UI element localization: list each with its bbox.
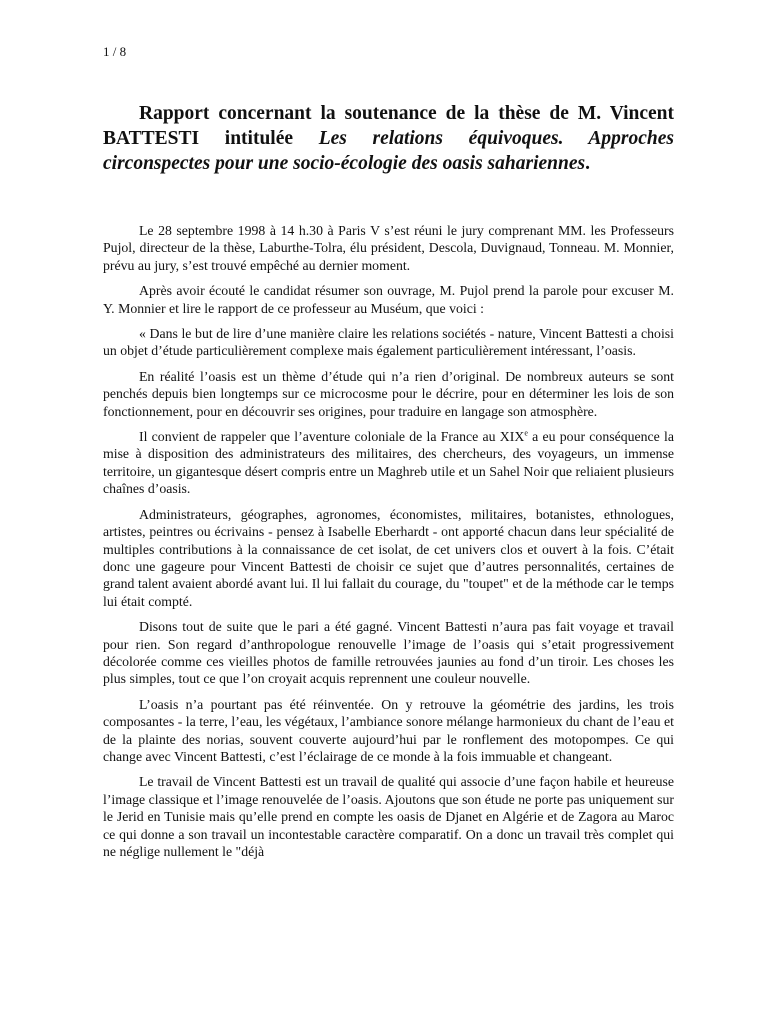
colonial-text-after: a eu pour conséquence la mise à disposition des administrateurs des militaires, des chercheurs, des voyageurs, un immense territoire, un gigantesque désert compris entre un Maghreb utile et un Sahel Noir que reliaient plusieurs chaînes d’oasis. bbox=[103, 429, 674, 497]
report-body bbox=[103, 222, 674, 868]
century-superscript: e bbox=[524, 428, 528, 438]
title-end: . bbox=[585, 153, 590, 174]
paragraph-colonial bbox=[103, 428, 674, 498]
paragraph-wager: Disons tout de suite que le pari a été gagné. Vincent Battesti n’aura pas fait voyage et travail pour rien. Son regard d’anthropologue renouvelle l’image de l’oasis qui s’etait progressivement décolorée comme ces vieilles photos de famille retrouvées jaunies au fond d’un tiroir. Les choses les plus simples, tout ce que l’on croyait acquis reprennent une couleur nouvelle. bbox=[103, 619, 674, 687]
title-lead: Rapport concernant la soutenance de la thèse de M. Vincent BATTESTI intitulée bbox=[103, 103, 674, 149]
paragraph-oasis-theme: En réalité l’oasis est un thème d’étude qui n’a rien d’original. De nombreux auteurs se sont penchés depuis bien longtemps sur ce microcosme pour le décrire, pour en déterminer les lois de son fonctionnement, pour en découvrir ses origines, pour traduire en langage son atmosphère. bbox=[103, 368, 674, 419]
colonial-text-before: Il convient de rappeler que l’aventure coloniale de la France au XIX bbox=[139, 429, 525, 445]
paragraph-excuse: Après avoir écouté le candidat résumer son ouvrage, M. Pujol prend la parole pour excuser M. Y. Monnier et lire le rapport de ce professeur au Muséum, que voici : bbox=[103, 283, 674, 316]
report-title bbox=[103, 101, 674, 176]
thesis-title: Les relations équivoques. Approches circonspectes pour une socio-écologie des oasis sahariennes bbox=[103, 128, 674, 174]
paragraph-quote-opening: « Dans le but de lire d’une manière claire les relations sociétés - nature, Vincent Battesti a choisi un objet d’étude particulièrement complexe mais également particulièrement intéressant, l’oasis. bbox=[103, 326, 674, 359]
paragraph-geometry: L’oasis n’a pourtant pas été réinventée. On y retrouve la géométrie des jardins, les trois composantes - la terre, l’eau, les végétaux, l’ambiance sonore mélange harmonieux du chant de l’eau et de la plainte des norias, souvent couverte aujourd’hui par le ronflement des motopompes. Ce qui change avec Vincent Battesti, c’est l’éclairage de ce monde à la fois immuable et changeant. bbox=[103, 696, 674, 764]
page-number: 1 / 8 bbox=[103, 44, 127, 59]
paragraph-jury: Le 28 septembre 1998 à 14 h.30 à Paris V s’est réuni le jury comprenant MM. les Professeurs Pujol, directeur de la thèse, Laburthe-Tolra, élu président, Descola, Duvignaud, Tonneau. M. Monnier, prévu au jury, s’est trouvé empêché au dernier moment. bbox=[103, 223, 674, 273]
paragraph-quality: Le travail de Vincent Battesti est un travail de qualité qui associe d’une façon habile et heureuse l’image classique et l’image renouvelée de l’oasis. Ajoutons que son étude ne porte pas uniquement sur le Jerid en Tunisie mais qu’elle prend en compte les oasis de Djanet en Algérie et de Zagora au Maroc ce qui donne a son travail un incontestable caractère comparatif. On a donc un travail très complet qui ne néglige nullement le "déjà bbox=[103, 774, 674, 859]
paragraph-contributors: Administrateurs, géographes, agronomes, économistes, militaires, botanistes, ethnologues, artistes, peintres ou écrivains - pensez à Isabelle Eberhardt - ont apporté chacun dans leur spécialité de multiples contributions à la connaissance de cet isolat, de cet univers clos et ouvert à la fois. C’était donc une gageure pour Vincent Battesti de choisir ce sujet que d’autres personnalités, certaines de grand talent avaient abordé avant lui. Il lui fallait du courage, du "toupet" et de la méthode car le temps lui était compté. bbox=[103, 506, 674, 609]
